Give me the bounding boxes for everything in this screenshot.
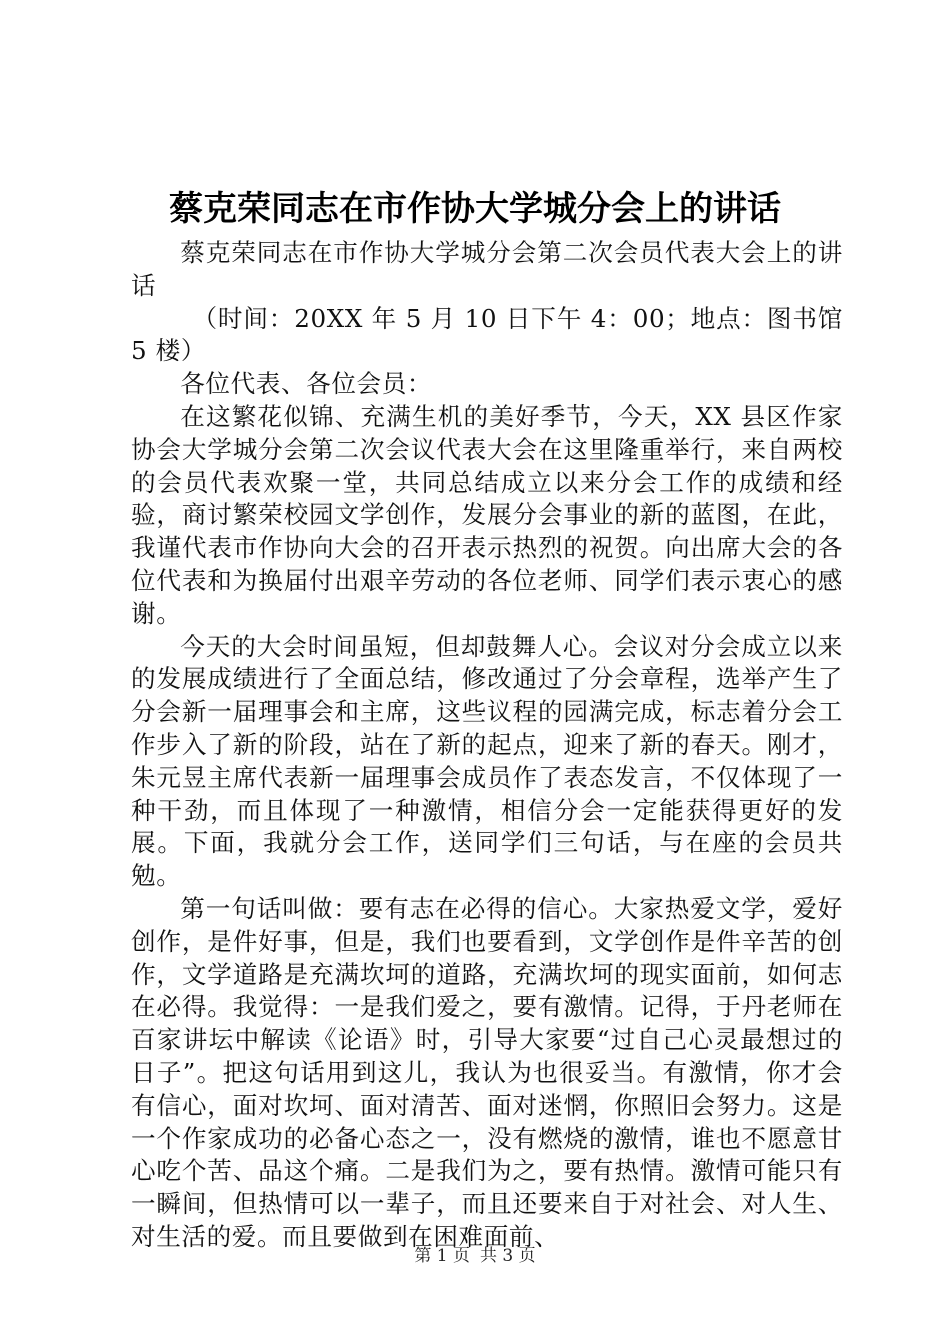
speech-heading-paragraph: 蔡克荣同志在市作协大学城分会第二次会员代表大会上的讲话: [131, 238, 843, 300]
salutation-paragraph: 各位代表、各位会员：: [180, 369, 433, 399]
body-paragraph: 在这繁花似锦、充满生机的美好季节，今天，XX 县区作家协会大学城分会第二次会议代表大会在这里隆重举行，来自两校的会员代表欢聚一堂，共同总结成立以来分会工作的成绩和经验，商讨繁荣校园文学创作，发展分会事业的新的蓝图，在此，我谨代表市作协向大会的召开表示热烈的祝贺。向出席大会的各位代表和为换届付出艰辛劳动的各位老师、同学们表示衷心的感谢。: [131, 401, 843, 628]
time-location-paragraph: （时间：20XX 年 5 月 10 日下午 4：00；地点：图书馆 5 楼）: [131, 303, 843, 366]
body-paragraph: 第一句话叫做：要有志在必得的信心。大家热爱文学，爱好创作，是件好事，但是，我们也要看到，文学创作是件辛苦的创作，文学道路是充满坎坷的道路，充满坎坷的现实面前，如何志在必得。我觉得：一是我们爱之，要有激情。记得，于丹老师在百家讲坛中解读《论语》时，引导大家要“过自己心灵最想过的日子”。把这句话用到这儿，我认为也很妥当。有激情，你才会有信心，面对坎坷、面对清苦、面对迷惘，你照旧会努力。这是一个作家成功的必备心态之一，没有燃烧的激情，谁也不愿意甘心吃个苦、品这个痛。二是我们为之，要有热情。激情可能只有一瞬间，但热情可以一辈子，而且还要来自于对社会、对人生、对生活的爱。而且要做到在困难面前、: [131, 893, 843, 1251]
page-number: 第 1 页: [414, 1246, 470, 1266]
page-total: 共 3 页: [480, 1246, 536, 1266]
document-body: [131, 237, 843, 1254]
page-footer: [0, 1244, 950, 1268]
body-paragraph: 今天的大会时间虽短，但却鼓舞人心。会议对分会成立以来的发展成绩进行了全面总结，修改通过了分会章程，选举产生了分会新一届理事会和主席，这些议程的园满完成，标志着分会工作步入了新的阶段，站在了新的起点，迎来了新的春天。刚才，朱元昱主席代表新一届理事会成员作了表态发言，不仅体现了一种干劲，而且体现了一种激情，相信分会一定能获得更好的发展。下面，我就分会工作，送同学们三句话，与在座的会员共勉。: [131, 631, 843, 891]
document-title: 蔡克荣同志在市作协大学城分会上的讲话: [169, 189, 781, 229]
